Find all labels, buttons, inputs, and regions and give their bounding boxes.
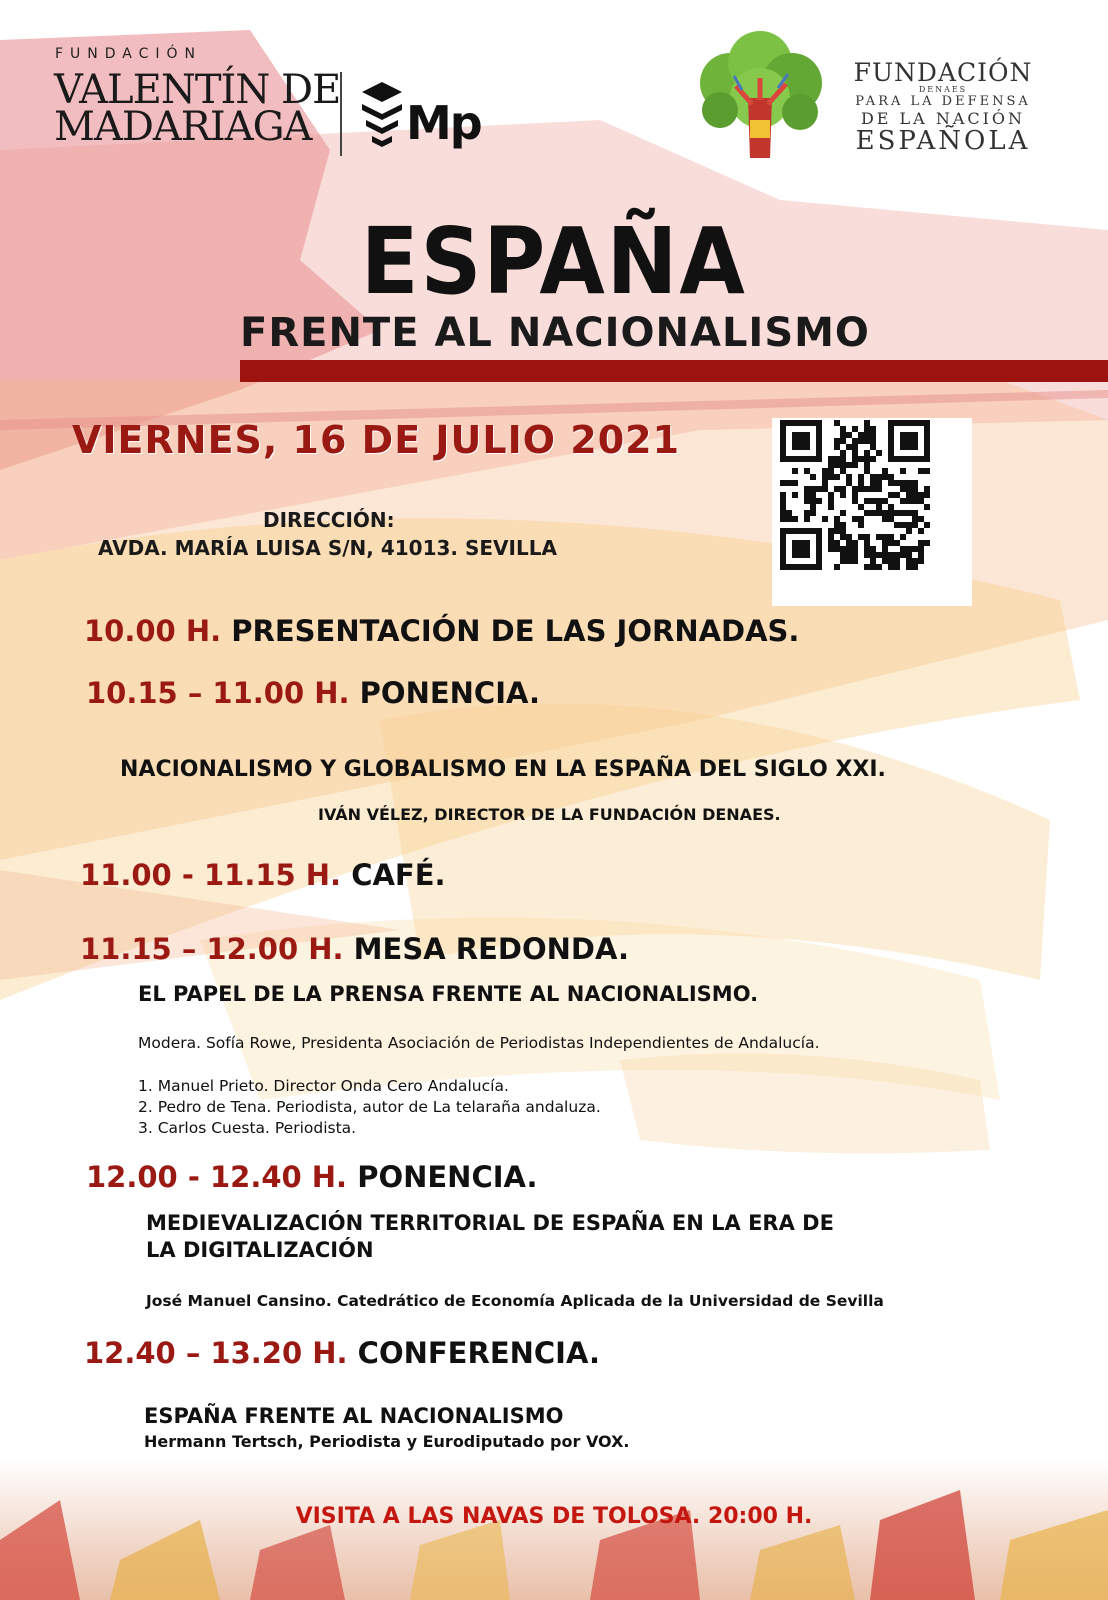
event-5-topic — [146, 1210, 834, 1264]
page-title — [0, 208, 1108, 315]
event-6-title: CONFERENCIA. — [357, 1336, 600, 1370]
event-2-time: 10.15 – 11.00 H. — [86, 676, 350, 710]
event-3-time: 11.00 - 11.15 H. — [80, 858, 342, 892]
event-6 — [84, 1336, 600, 1370]
panel-item: 3. Carlos Cuesta. Periodista. — [138, 1119, 357, 1137]
event-4-panel — [138, 1076, 601, 1139]
event-3-title: CAFÉ. — [351, 858, 446, 892]
event-3 — [80, 858, 446, 892]
event-5-speaker: José Manuel Cansino. Catedrático de Economía Aplicada de la Universidad de Sevilla — [146, 1292, 884, 1310]
panel-item: 1. Manuel Prieto. Director Onda Cero Andalucía. — [138, 1077, 509, 1095]
event-1-title: PRESENTACIÓN DE LAS JORNADAS. — [231, 614, 800, 648]
page-title-text: ESPAÑA — [361, 208, 747, 315]
event-2-speaker: IVÁN VÉLEZ, DIRECTOR DE LA FUNDACIÓN DENAES. — [318, 805, 781, 824]
event-4-moderator: Modera. Sofía Rowe, Presidenta Asociación de Periodistas Independientes de Andalucía. — [138, 1034, 820, 1052]
event-5-topic-line2: LA DIGITALIZACIÓN — [146, 1238, 374, 1262]
visit-note: VISITA A LAS NAVAS DE TOLOSA. 20:00 H. — [295, 1504, 813, 1529]
fvm-small-label: FUNDACIÓN — [55, 46, 203, 62]
event-6-speaker: Hermann Tertsch, Periodista y Eurodiputado por VOX. — [144, 1432, 630, 1451]
event-2-topic: NACIONALISMO Y GLOBALISMO EN LA ESPAÑA DEL SIGLO XXI. — [120, 757, 886, 782]
denaes-line1: FUNDACIÓN — [853, 58, 1033, 87]
denaes-line5: ESPAÑOLA — [855, 126, 1031, 156]
event-1-time: 10.00 H. — [84, 614, 222, 648]
fvm-logo-text — [54, 67, 341, 150]
page-subtitle: FRENTE AL NACIONALISMO — [240, 310, 870, 356]
event-2 — [86, 676, 540, 710]
fvm-line1: VALENTÍN DE — [54, 67, 341, 113]
denaes-line4: DE LA NACIÓN — [860, 109, 1026, 128]
event-5-title: PONENCIA. — [357, 1160, 538, 1194]
fvm-line2: MADARIAGA — [54, 104, 312, 150]
denaes-logo-text — [848, 58, 1038, 154]
event-5-topic-line1: MEDIEVALIZACIÓN TERRITORIAL DE ESPAÑA EN LA ERA DE — [146, 1211, 834, 1235]
panel-item: 2. Pedro de Tena. Periodista, autor de La telaraña andaluza. — [138, 1098, 601, 1116]
tree-logo-icon — [690, 28, 830, 168]
logo-divider — [340, 72, 342, 156]
mp-logo-text: Mp — [406, 96, 481, 150]
event-1 — [84, 614, 799, 648]
mp-logo-icon — [360, 80, 482, 168]
event-4-time: 11.15 – 12.00 H. — [80, 932, 344, 966]
event-6-time: 12.40 – 13.20 H. — [84, 1336, 348, 1370]
event-4-title: MESA REDONDA. — [353, 932, 629, 966]
event-5 — [86, 1160, 538, 1194]
title-red-bar — [240, 360, 1108, 382]
address-label: DIRECCIÓN: — [263, 508, 395, 532]
event-4-topic: EL PAPEL DE LA PRENSA FRENTE AL NACIONALISMO. — [138, 982, 759, 1006]
event-6-topic: ESPAÑA FRENTE AL NACIONALISMO — [144, 1404, 564, 1428]
event-5-time: 12.00 - 12.40 H. — [86, 1160, 348, 1194]
denaes-line3: PARA LA DEFENSA — [855, 94, 1031, 109]
denaes-line2: DENAES — [918, 85, 968, 94]
address-value: AVDA. MARÍA LUISA S/N, 41013. SEVILLA — [98, 536, 557, 560]
qr-code-icon[interactable] — [772, 418, 972, 606]
event-date: VIERNES, 16 DE JULIO 2021 — [72, 418, 681, 462]
event-4 — [80, 932, 629, 966]
event-2-title: PONENCIA. — [359, 676, 540, 710]
